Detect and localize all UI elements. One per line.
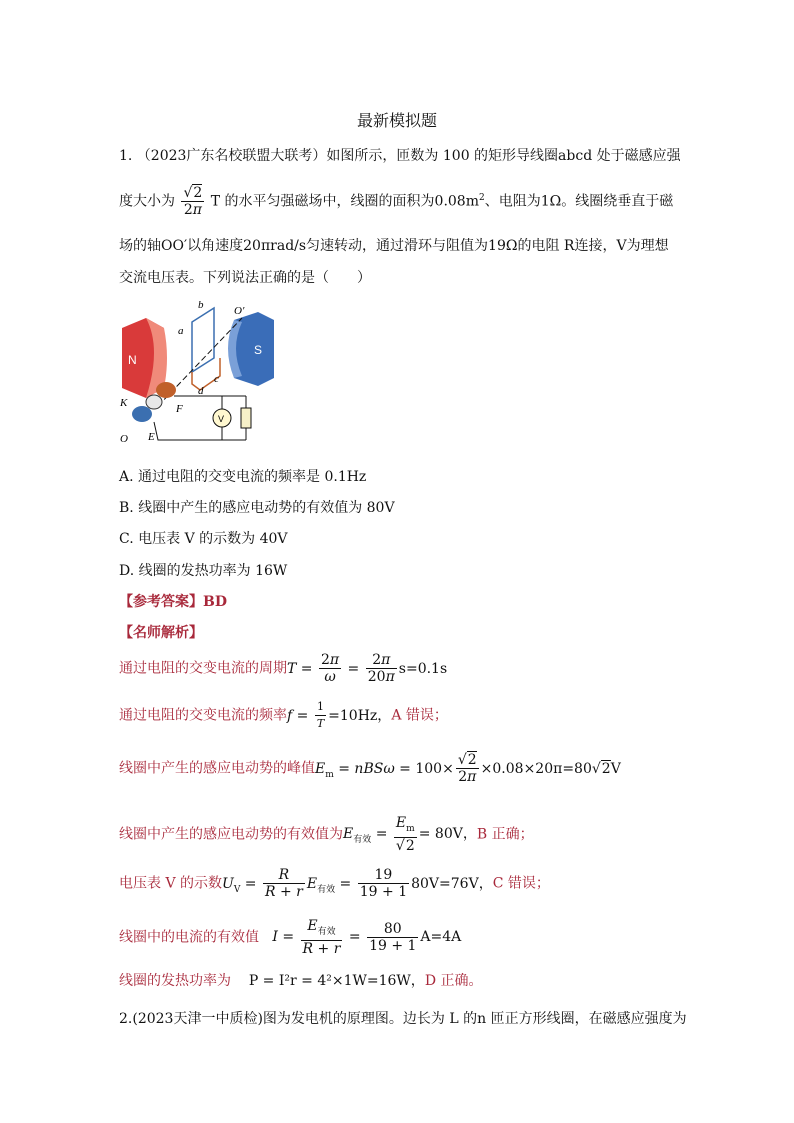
solution-frequency: 通过电阻的交变电流的频率f = $\frac{1}{T}$ =10Hz，A 错误； <box>119 700 448 730</box>
option-c: C. 电压表 V 的示数为 40V <box>119 531 288 547</box>
q1-line2-a: 度大小为 <box>119 193 175 210</box>
s7-formula: P = I²r = 4²×1W=16W， <box>248 973 425 989</box>
label-s: S <box>254 343 263 357</box>
generator-diagram <box>118 298 288 448</box>
s3-tail: ×0.08×20π=80 <box>480 760 592 777</box>
s5-text: 电压表 V 的示数 <box>119 875 223 892</box>
q1-line2-c: 、电阻为1Ω。线圈绕垂直于磁 <box>484 193 674 210</box>
option-a: A. 通过电阻的交变电流的频率是 0.1Hz <box>119 469 367 485</box>
slip-ring-3 <box>132 406 152 422</box>
q1-line2: 度大小为 $\frac{√2}{2\pi}$ T 的水平匀强磁场中，线圈的面积为$0.08m^2$、电阻为1Ω。线圈绕垂直于磁 <box>119 185 674 218</box>
solution-current: 线圈中的电流的有效值 I = $\frac{E_{有效}}{R + r}$ = $\frac{80}{19 + 1}$ A=4A <box>119 918 462 957</box>
s3-text: 线圈中产生的感应电动势的峰值 <box>119 760 315 777</box>
s4-result: = 80V， <box>418 826 477 843</box>
slip-ring-2 <box>146 395 162 409</box>
option-b: B. 线圈中产生的感应电动势的有效值为 80V <box>119 500 395 516</box>
label-k: K <box>120 397 128 409</box>
s5-result: 80V=76V， <box>411 875 493 892</box>
s7-text: 线圈的发热功率为 <box>119 973 231 989</box>
label-d: d <box>198 385 204 397</box>
s3-unit: V <box>610 760 621 777</box>
label-f: F <box>176 403 183 415</box>
s7-verdict: D 正确。 <box>424 973 483 989</box>
option-d: D. 线圈的发热功率为 16W <box>119 563 288 579</box>
circuit-wire <box>154 396 225 440</box>
label-c: c <box>214 373 219 385</box>
s2-text: 通过电阻的交变电流的频率 <box>119 707 287 724</box>
answer-label: 【参考答案】BD <box>119 594 227 610</box>
s6-text: 线圈中的电流的有效值 <box>119 929 259 946</box>
q1-line4: 交流电压表。下列说法正确的是（ ） <box>119 270 371 286</box>
s4-text: 线圈中产生的感应电动势的有效值为 <box>119 826 343 843</box>
solution-power <box>119 971 483 991</box>
solution-peak-emf: 线圈中产生的感应电动势的峰值$E_m = nBS\omega = 100\times$ $\frac{√2}{2\pi}$ ×0.08×20π=80√2V <box>119 752 621 785</box>
s2-verdict: A 错误； <box>391 707 448 724</box>
label-b: b <box>198 299 204 311</box>
label-o: O <box>120 433 128 445</box>
s4-verdict: B 正确； <box>476 826 534 843</box>
solution-period: 通过电阻的交变电流的周期T = $\frac{2\pi}{\omega}$ = $\frac{2\pi}{20\pi}$ s=0.1s <box>119 652 448 685</box>
q1-line2-b: T 的水平匀强磁场中，线圈的面积为0.08m <box>210 193 479 210</box>
coil-front <box>192 308 214 372</box>
label-n: N <box>128 353 137 367</box>
solution-effective-emf: 线圈中产生的感应电动势的有效值为$E_{有效}$ = $\frac{E_m}{√2}$ = 80V，B 正确； <box>119 815 534 854</box>
q1-line3: 场的轴OO′以角速度20πrad/s匀速转动，通过滑环与阻值为19Ω的电阻 R连接，V为理想 <box>119 238 669 254</box>
s6-result: A=4A <box>420 929 462 946</box>
solution-voltmeter: 电压表 V 的示数$U_V$ = $\frac{R}{R + r}$ $E_{有效}$ = $\frac{19}{19 + 1}$ 80V=76V，C 错误； <box>119 867 550 900</box>
s5-verdict: C 错误； <box>492 875 550 892</box>
q1-line1: 1. （2023广东名校联盟大联考）如图所示，匝数为 100 的矩形导线圈abcd 处于磁感应强 <box>119 148 681 164</box>
resistor <box>241 408 251 428</box>
s1-text: 通过电阻的交变电流的周期 <box>119 660 287 677</box>
label-e: E <box>148 431 155 443</box>
label-a: a <box>178 325 184 337</box>
q2-line1: 2.(2023天津一中质检)图为发电机的原理图。边长为 L 的n 匝正方形线圈，在磁感应强度为 <box>119 1011 687 1027</box>
analysis-label: 【名师解析】 <box>119 625 203 641</box>
label-o-prime: O′ <box>234 305 245 317</box>
fraction-sqrt2-over-2pi: $\frac{√2}{2\pi}$ <box>183 185 203 218</box>
generator-figure <box>118 298 288 448</box>
slip-ring-1 <box>156 382 176 398</box>
page-title: 最新模拟题 <box>356 111 437 130</box>
label-v: V <box>218 414 225 424</box>
s2-result: =10Hz， <box>328 707 392 724</box>
s1-result: s=0.1s <box>398 660 448 677</box>
